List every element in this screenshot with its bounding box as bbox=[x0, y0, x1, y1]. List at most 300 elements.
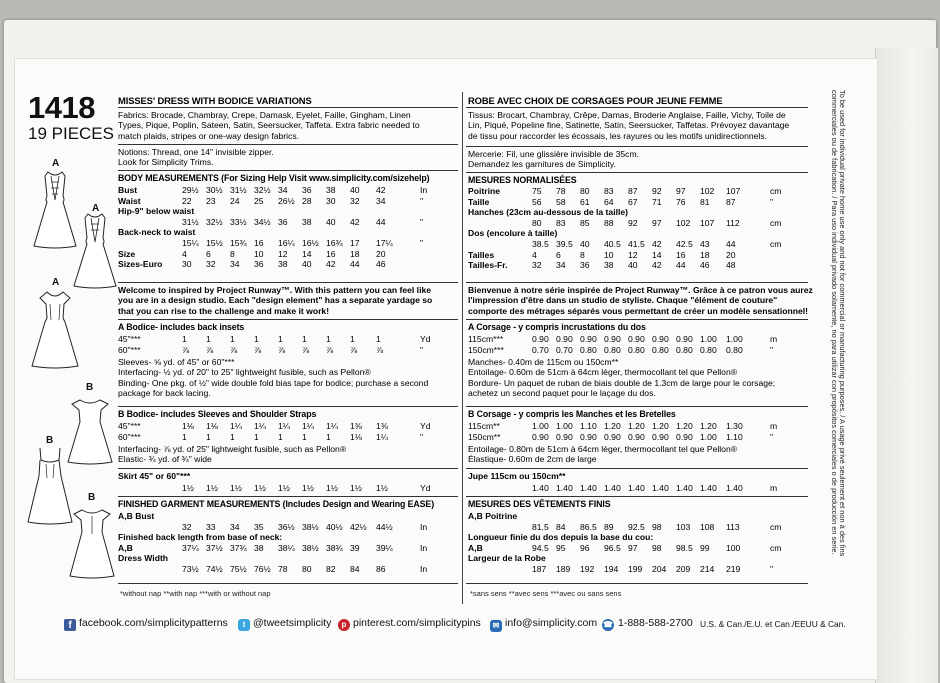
figure-label: A bbox=[92, 203, 100, 214]
divider bbox=[118, 496, 458, 497]
cell-value: 42 bbox=[350, 216, 360, 227]
cell-value: cm bbox=[770, 542, 782, 553]
cell-value: In bbox=[420, 185, 428, 195]
cell-value: 44 bbox=[726, 238, 736, 249]
en-body-measurements-title: BODY MEASUREMENTS (For Sizing Help Visit www.simplicity.com/sizehelp) bbox=[118, 173, 430, 183]
cell-value: 1.40 bbox=[628, 483, 645, 493]
cell-value: 16¾ bbox=[326, 237, 343, 248]
cell-value: 1⅛ bbox=[182, 421, 194, 431]
cell-value: 15¾ bbox=[230, 237, 247, 248]
table-row bbox=[118, 185, 458, 196]
cell-value: 107 bbox=[726, 186, 741, 196]
fr-body-measurements-table bbox=[468, 186, 808, 271]
cell-value: 102 bbox=[700, 186, 715, 196]
en-a-bodice-title: A Bodice- includes back insets bbox=[118, 322, 245, 332]
cell-value: 36 bbox=[580, 260, 590, 271]
cell-value: 0.90 bbox=[652, 334, 669, 344]
cell-value: 37½ bbox=[206, 542, 223, 553]
table-subheading: Hanches (23cm au-dessous de la taille) bbox=[468, 207, 628, 218]
cell-value: 44½ bbox=[376, 521, 393, 532]
en-body-measurements-table bbox=[118, 185, 458, 270]
usage-side-note: To be used for individual private home use only and not for commercial or manufacturing purposes. / A usage privé seulement et non à des fins commerciales ou de fabrication. / Para uso individual privado solamente, no para utilizar con propósitos comerciales o de producción en serie. bbox=[829, 90, 847, 557]
cell-value: " bbox=[420, 195, 424, 206]
table-row bbox=[118, 196, 458, 207]
figure-label: B bbox=[86, 382, 94, 393]
fr-b-corsage-title: B Corsage - y compris les Manches et les Bretelles bbox=[468, 409, 676, 419]
table-subheading: Longueur finie du dos depuis la base du cou: bbox=[468, 532, 654, 543]
cell-value: 194 bbox=[604, 563, 619, 574]
cell-value: 0.90 bbox=[532, 431, 549, 442]
cell-value: 0.90 bbox=[604, 431, 621, 442]
cell-value: 0.80 bbox=[700, 344, 717, 355]
en-b-bodice-title: B Bodice- includes Sleeves and Shoulder Straps bbox=[118, 409, 317, 419]
cell-value: 42 bbox=[376, 185, 386, 195]
cell-value: 1.10 bbox=[580, 421, 597, 431]
cell-value: 48 bbox=[726, 260, 736, 271]
cell-value: 84 bbox=[350, 563, 360, 574]
cell-value: 1⅜ bbox=[376, 421, 388, 431]
row-label: Bust bbox=[118, 185, 138, 195]
phone-region-note: U.S. & Can./E.U. et Can./EEUU & Can. bbox=[700, 619, 846, 629]
divider bbox=[466, 496, 808, 497]
phone-icon: ☎ bbox=[603, 620, 613, 629]
cell-value: 98 bbox=[652, 521, 662, 532]
cell-value: 0.90 bbox=[580, 431, 597, 442]
cell-value: " bbox=[770, 431, 774, 442]
cell-value: 30 bbox=[326, 195, 336, 206]
row-label: 150cm*** bbox=[468, 344, 504, 355]
cell-value: 31½ bbox=[230, 185, 247, 195]
row-label: Poitrine bbox=[468, 186, 500, 196]
cell-value: 40 bbox=[350, 185, 360, 195]
fr-nap-note: *sans sens **avec sens ***avec ou sans sens bbox=[470, 589, 622, 598]
cell-value: 1.20 bbox=[676, 421, 693, 431]
table-subheading: Hip-9" below waist bbox=[118, 206, 195, 217]
cell-value: 97 bbox=[628, 542, 638, 553]
cell-value: 38 bbox=[254, 542, 264, 553]
cell-value: ⅞ bbox=[302, 344, 310, 355]
cell-value: 0.70 bbox=[532, 344, 549, 355]
cell-value: 36 bbox=[278, 216, 288, 227]
cell-value: 20 bbox=[726, 249, 736, 260]
cell-value: 81 bbox=[700, 196, 710, 207]
table-row bbox=[468, 197, 808, 208]
cell-value: 32½ bbox=[206, 216, 223, 227]
table-subheading: A,B Poitrine bbox=[468, 511, 518, 521]
cell-value: 46 bbox=[700, 260, 710, 271]
cell-value: 1 bbox=[182, 431, 187, 442]
cell-value: 1.40 bbox=[580, 483, 597, 493]
cell-value: 103 bbox=[676, 521, 691, 532]
cell-value: Yd bbox=[420, 421, 431, 431]
cell-value: 1¼ bbox=[302, 421, 314, 431]
en-finished-title: FINISHED GARMENT MEASUREMENTS (Includes Design and Wearing EASE) bbox=[118, 499, 435, 509]
cell-value: 92 bbox=[652, 186, 662, 196]
table-row bbox=[118, 421, 458, 432]
cell-value: 1 bbox=[278, 334, 283, 344]
cell-value: 23 bbox=[206, 195, 216, 206]
table-row bbox=[118, 483, 458, 494]
cell-value: 20 bbox=[376, 248, 386, 259]
cell-value: 38 bbox=[604, 260, 614, 271]
phone-number[interactable]: 1-888-588-2700 bbox=[618, 617, 693, 629]
cell-value: 0.90 bbox=[580, 334, 597, 344]
divider bbox=[466, 172, 808, 173]
row-label: 115cm** bbox=[468, 421, 500, 431]
fr-a-corsage-notes: Manches- 0.40m de 115cm ou 150cm** Entoilage- 0.60m de 51cm à 64cm léger, thermocollant tel que Pellon® Bordure- Un paquet de ruban de biais double de 1.3cm de large pour le corsage; achetez un second paquet pour le laçage du dos. bbox=[468, 357, 776, 399]
twitter-handle[interactable]: @tweetsimplicity bbox=[253, 617, 332, 629]
cell-value: 1.40 bbox=[556, 483, 573, 493]
cell-value: 1 bbox=[326, 334, 331, 344]
cell-value: 1 bbox=[206, 431, 211, 442]
cell-value: 34 bbox=[376, 195, 386, 206]
cell-value: 1½ bbox=[326, 483, 338, 493]
cell-value: 80 bbox=[302, 563, 312, 574]
cell-value: 44 bbox=[676, 260, 686, 271]
cell-value: ⅞ bbox=[182, 344, 190, 355]
cell-value: 187 bbox=[532, 563, 547, 574]
cell-value: 44 bbox=[350, 259, 360, 270]
fr-b-corsage-table bbox=[468, 421, 808, 442]
cell-value: 16 bbox=[676, 249, 686, 260]
fr-jupe-table bbox=[468, 483, 808, 494]
pattern-number: 1418 bbox=[28, 90, 95, 125]
cell-value: 44 bbox=[376, 216, 386, 227]
table-row bbox=[468, 218, 808, 229]
cell-value: 94.5 bbox=[532, 542, 549, 553]
cell-value: 56 bbox=[532, 196, 542, 207]
figure-label: B bbox=[88, 492, 96, 503]
table-subheading: Back-neck to waist bbox=[118, 227, 196, 238]
cell-value: 0.90 bbox=[556, 431, 573, 442]
cell-value: 0.70 bbox=[556, 344, 573, 355]
cell-value: 76½ bbox=[254, 563, 271, 574]
cell-value: 18 bbox=[350, 248, 360, 259]
en-welcome: Welcome to inspired by Project Runway™. With this pattern you can feel like you are in a design studio. Each "design element" has a separate yardage so that you can rise to the challenge and make it work! bbox=[118, 285, 433, 316]
cell-value: 78 bbox=[556, 186, 566, 196]
table-row bbox=[118, 249, 458, 260]
cell-value: 0.80 bbox=[652, 344, 669, 355]
divider bbox=[118, 107, 458, 108]
cell-value: 37¼ bbox=[182, 542, 199, 553]
fr-title: ROBE AVEC CHOIX DE CORSAGES POUR JEUNE FEMME bbox=[468, 95, 723, 106]
cell-value: 108 bbox=[700, 521, 715, 532]
cell-value: 14 bbox=[302, 248, 312, 259]
cell-value: 98.5 bbox=[676, 542, 693, 553]
cell-value: 36 bbox=[302, 185, 312, 195]
en-notions: Notions: Thread, one 14" invisible zipper. Look for Simplicity Trims. bbox=[118, 147, 274, 168]
cell-value: 89 bbox=[604, 521, 614, 532]
fr-b-corsage-notes: Entoilage- 0.80m de 51cm à 64cm léger, thermocollant tel que Pellon® Élastique- 0.60m de 2cm de large bbox=[468, 444, 738, 465]
cell-value: 1 bbox=[230, 334, 235, 344]
figure-label: A bbox=[52, 158, 60, 169]
cell-value: ⅞ bbox=[254, 344, 262, 355]
cell-value: 38 bbox=[302, 216, 312, 227]
table-row bbox=[468, 239, 808, 250]
cell-value: 0.90 bbox=[532, 334, 549, 344]
divider bbox=[118, 319, 458, 320]
cell-value: 10 bbox=[604, 249, 614, 260]
figure-label: B bbox=[46, 435, 54, 446]
cell-value: Yd bbox=[420, 334, 431, 344]
cell-value: 113 bbox=[726, 521, 740, 532]
divider bbox=[466, 583, 808, 584]
row-label: 115cm*** bbox=[468, 334, 504, 344]
cell-value: 39¼ bbox=[376, 542, 393, 553]
divider bbox=[118, 282, 458, 283]
cell-value: 1¼ bbox=[230, 421, 242, 431]
cell-value: 1.40 bbox=[652, 483, 669, 493]
cell-value: 0.90 bbox=[556, 334, 573, 344]
fr-a-corsage-title: A Corsage - y compris incrustations du dos bbox=[468, 322, 646, 332]
email-icon: ✉ bbox=[490, 620, 502, 632]
pattern-pieces: 19 PIECES bbox=[28, 124, 114, 143]
cell-value: 38¾ bbox=[326, 542, 343, 553]
cell-value: 29½ bbox=[182, 185, 199, 195]
cell-value: 16 bbox=[254, 237, 264, 248]
cell-value: 8 bbox=[230, 248, 235, 259]
cell-value: 97 bbox=[676, 186, 686, 196]
divider bbox=[118, 468, 458, 469]
cell-value: 1.00 bbox=[700, 334, 717, 344]
cell-value: 61 bbox=[580, 196, 590, 207]
cell-value: 1.00 bbox=[726, 334, 743, 344]
cell-value: 25 bbox=[254, 195, 264, 206]
cell-value: 4 bbox=[532, 249, 537, 260]
en-b-bodice-table bbox=[118, 421, 458, 442]
dress-b-back-drawing bbox=[68, 504, 116, 580]
cell-value: 1.20 bbox=[604, 421, 621, 431]
cell-value: 38¼ bbox=[278, 542, 295, 553]
cell-value: 92.5 bbox=[628, 521, 645, 532]
pinterest-link[interactable]: pinterest.com/simplicitypins bbox=[353, 617, 481, 629]
cell-value: 16 bbox=[326, 248, 336, 259]
cell-value: cm bbox=[770, 217, 782, 228]
cell-value: 6 bbox=[556, 249, 561, 260]
cell-value: 74½ bbox=[206, 563, 223, 574]
cell-value: 0.90 bbox=[628, 431, 645, 442]
row-label: 45"*** bbox=[118, 421, 141, 431]
cell-value: ⅞ bbox=[206, 344, 214, 355]
dress-a-back-detail-drawing bbox=[72, 212, 118, 290]
row-label: A,B bbox=[468, 542, 483, 553]
fr-a-corsage-table bbox=[468, 334, 808, 355]
cell-value: 33½ bbox=[230, 216, 247, 227]
row-label: Tailles-Fr. bbox=[468, 260, 508, 271]
cell-value: 30½ bbox=[206, 185, 223, 195]
cell-value: " bbox=[770, 344, 774, 355]
cell-value: 199 bbox=[628, 563, 643, 574]
table-row bbox=[118, 564, 458, 575]
divider bbox=[118, 406, 458, 407]
cell-value: In bbox=[420, 521, 428, 532]
cell-value: ⅞ bbox=[326, 344, 334, 355]
cell-value: 1⅛ bbox=[206, 421, 218, 431]
cell-value: 42 bbox=[326, 259, 336, 270]
cell-value: 1 bbox=[350, 334, 355, 344]
cell-value: m bbox=[770, 483, 778, 493]
cell-value: 8 bbox=[580, 249, 585, 260]
cell-value: 1½ bbox=[376, 483, 388, 493]
cell-value: 102 bbox=[676, 217, 691, 228]
cell-value: 1.20 bbox=[652, 421, 669, 431]
cell-value: 85 bbox=[580, 217, 590, 228]
cell-value: 0.90 bbox=[676, 334, 693, 344]
table-row bbox=[118, 334, 458, 345]
cell-value: 32 bbox=[206, 259, 216, 270]
cell-value: 1¼ bbox=[376, 431, 388, 442]
cell-value: 1 bbox=[278, 431, 283, 442]
cell-value: 0.80 bbox=[604, 344, 621, 355]
cell-value: 0.90 bbox=[628, 334, 645, 344]
cell-value: 83 bbox=[604, 186, 614, 196]
cell-value: 10 bbox=[254, 248, 264, 259]
table-row bbox=[468, 250, 808, 261]
cell-value: 1 bbox=[254, 334, 259, 344]
cell-value: cm bbox=[770, 238, 782, 249]
cell-value: " bbox=[770, 563, 774, 574]
cell-value: 86 bbox=[376, 563, 386, 574]
cell-value: 1 bbox=[206, 334, 211, 344]
cell-value: 96 bbox=[580, 542, 590, 553]
cell-value: 1.40 bbox=[532, 483, 549, 493]
cell-value: ⅞ bbox=[230, 344, 238, 355]
table-row bbox=[118, 217, 458, 228]
cell-value: 22 bbox=[182, 195, 192, 206]
cell-value: 98 bbox=[652, 542, 662, 553]
cell-value: 16¼ bbox=[278, 237, 295, 248]
cell-value: 38½ bbox=[302, 542, 319, 553]
table-row bbox=[118, 238, 458, 249]
cell-value: " bbox=[420, 431, 424, 442]
cell-value: 42 bbox=[652, 238, 662, 249]
cell-value: 32 bbox=[532, 260, 542, 271]
fr-body-measurements-title: MESURES NORMALISÉES bbox=[468, 175, 577, 185]
cell-value: 1.40 bbox=[676, 483, 693, 493]
cell-value: ⅞ bbox=[278, 344, 286, 355]
table-row bbox=[118, 259, 458, 270]
cell-value: In bbox=[420, 563, 428, 574]
envelope-side-flap bbox=[875, 48, 938, 683]
cell-value: 209 bbox=[676, 563, 691, 574]
divider bbox=[118, 583, 458, 584]
cell-value: 87 bbox=[726, 196, 736, 207]
cell-value: 1 bbox=[302, 334, 307, 344]
table-subheading: A,B Bust bbox=[118, 511, 155, 521]
table-row bbox=[468, 334, 808, 345]
email-link[interactable]: info@simplicity.com bbox=[505, 617, 598, 629]
cell-value: ⅞ bbox=[376, 344, 384, 355]
divider bbox=[466, 146, 808, 147]
row-label: Taille bbox=[468, 196, 490, 207]
cell-value: " bbox=[420, 344, 424, 355]
cell-value: m bbox=[770, 421, 778, 431]
cell-value: 40.5 bbox=[604, 238, 621, 249]
row-label: Size bbox=[118, 248, 136, 259]
en-finished-table bbox=[118, 511, 458, 575]
cell-value: 0.90 bbox=[676, 431, 693, 442]
cell-value: ⅞ bbox=[350, 344, 358, 355]
cell-value: 86.5 bbox=[580, 521, 597, 532]
facebook-link[interactable]: facebook.com/simplicitypatterns bbox=[79, 617, 228, 629]
cell-value: 1⅜ bbox=[350, 421, 362, 431]
table-row bbox=[468, 483, 808, 494]
cell-value: 107 bbox=[700, 217, 715, 228]
cell-value: 1 bbox=[376, 334, 381, 344]
cell-value: 38½ bbox=[302, 521, 319, 532]
cell-value: 15½ bbox=[206, 237, 223, 248]
cell-value: 42 bbox=[652, 260, 662, 271]
cell-value: 1 bbox=[302, 431, 307, 442]
cell-value: 71 bbox=[652, 196, 662, 207]
cell-value: 42½ bbox=[350, 521, 367, 532]
en-title: MISSES' DRESS WITH BODICE VARIATIONS bbox=[118, 95, 312, 106]
cell-value: cm bbox=[770, 521, 782, 532]
row-label: 45"*** bbox=[118, 334, 141, 344]
cell-value: 35 bbox=[254, 521, 264, 532]
cell-value: 214 bbox=[700, 563, 715, 574]
cell-value: 1 bbox=[182, 334, 187, 344]
fr-tissus: Tissus: Brocart, Chambray, Crêpe, Damas, Broderie Anglaise, Faille, Vichy, Toile de Lin, Piqué, Popeline fine, Satinette, Satin, Seersucker, Taffetas. Prévoyez davantage de tissu pour raccorder les écossais, les rayures ou les motifs unidirectionnels. bbox=[468, 110, 790, 141]
cell-value: 17¼ bbox=[376, 237, 393, 248]
cell-value: In bbox=[420, 542, 428, 553]
table-subheading: Finished back length from base of neck: bbox=[118, 532, 283, 543]
facebook-icon: f bbox=[64, 619, 76, 631]
cell-value: 1½ bbox=[230, 483, 242, 493]
cell-value: 43 bbox=[700, 238, 710, 249]
row-label: A,B bbox=[118, 542, 133, 553]
cell-value: 12 bbox=[628, 249, 638, 260]
cell-value: 33 bbox=[206, 521, 216, 532]
table-row bbox=[118, 345, 458, 356]
cell-value: 1.20 bbox=[700, 421, 717, 431]
cell-value: 92 bbox=[628, 217, 638, 228]
cell-value: 12 bbox=[278, 248, 288, 259]
cell-value: 40 bbox=[580, 238, 590, 249]
cell-value: 38 bbox=[278, 259, 288, 270]
table-row bbox=[468, 421, 808, 432]
cell-value: 1.00 bbox=[700, 431, 717, 442]
pinterest-icon: p bbox=[338, 619, 350, 631]
cell-value: " bbox=[420, 237, 424, 248]
row-label: Tailles bbox=[468, 249, 495, 260]
cell-value: 41.5 bbox=[628, 238, 645, 249]
cell-value: 40 bbox=[628, 260, 638, 271]
cell-value: 78 bbox=[278, 563, 288, 574]
cell-value: 76 bbox=[676, 196, 686, 207]
cell-value: 73½ bbox=[182, 563, 199, 574]
cell-value: 1½ bbox=[350, 483, 362, 493]
cell-value: " bbox=[420, 216, 424, 227]
cell-value: 1¼ bbox=[326, 421, 338, 431]
cell-value: 4 bbox=[182, 248, 187, 259]
cell-value: 40½ bbox=[326, 521, 343, 532]
cell-value: 112 bbox=[726, 217, 740, 228]
cell-value: 1⅛ bbox=[350, 431, 362, 442]
cell-value: 36 bbox=[254, 259, 264, 270]
table-row bbox=[468, 186, 808, 197]
en-fabrics: Fabrics: Brocade, Chambray, Crepe, Damask, Eyelet, Faille, Gingham, Linen Types, Pique, Poplin, Sateen, Satin, Seersucker, Taffeta. Extra fabric needed to match plaids, stripes or one-way design fabrics. bbox=[118, 110, 420, 141]
en-a-bodice-table bbox=[118, 334, 458, 355]
table-row bbox=[468, 260, 808, 271]
figure-label: A bbox=[52, 277, 60, 288]
cell-value: 192 bbox=[580, 563, 595, 574]
cell-value: 80 bbox=[580, 186, 590, 196]
column-divider bbox=[462, 92, 463, 604]
cell-value: 34 bbox=[556, 260, 566, 271]
cell-value: 67 bbox=[628, 196, 638, 207]
cell-value: 64 bbox=[604, 196, 614, 207]
